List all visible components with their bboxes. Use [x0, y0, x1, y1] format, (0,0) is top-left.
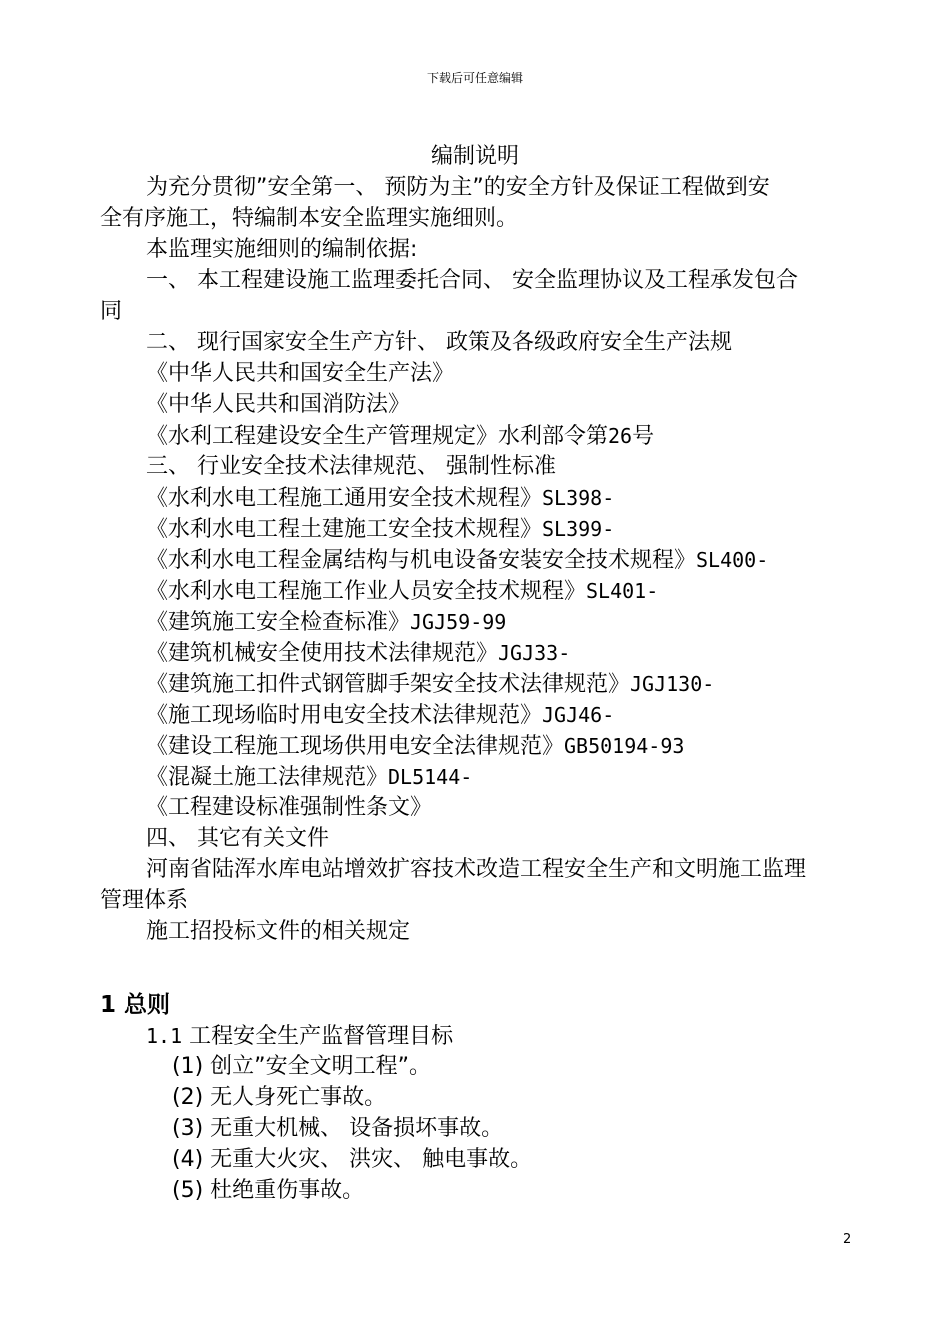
standard-code: JGJ130- — [630, 672, 715, 696]
goal-item — [172, 1114, 503, 1144]
standard-item: 《工程建设标准强制性条文》 — [146, 795, 433, 820]
standard-code: SL400- — [696, 548, 769, 572]
law-item: 《中华人民共和国安全生产法》 — [146, 361, 455, 386]
standard-code: DL5144- — [388, 765, 473, 789]
goal-item — [172, 1052, 431, 1082]
download-note: 下载后可任意编辑 — [426, 71, 523, 85]
page-number: 2 — [843, 1232, 852, 1247]
standard-name: 《建筑机械安全使用技术法律规范》 — [146, 641, 499, 666]
standard-name: 《施工现场临时用电安全技术法律规范》 — [146, 703, 543, 728]
law-item: 《中华人民共和国消防法》 — [146, 392, 411, 417]
basis-item-1-cont: 同 — [100, 299, 123, 324]
decree-number: 26 — [608, 424, 633, 448]
standard-item — [146, 762, 472, 793]
goal-number: (2) — [172, 1085, 204, 1110]
goal-item — [172, 1176, 364, 1206]
standard-code: SL401- — [586, 579, 659, 603]
standard-code: JGJ46- — [542, 703, 615, 727]
basis-item-4: 四、 其它有关文件 — [146, 826, 329, 851]
standard-code: SL399- — [542, 517, 615, 541]
doc-title: 编制说明 — [430, 144, 519, 169]
standard-item — [146, 669, 714, 700]
intro-line-1: 为充分贯彻”安全第一、 预防为主”的安全方针及保证工程做到安 — [146, 175, 770, 200]
law-item — [146, 421, 654, 452]
goal-item — [172, 1083, 386, 1113]
goal-number: (3) — [172, 1116, 204, 1141]
goal-number: (5) — [172, 1178, 204, 1203]
standard-item — [146, 638, 570, 669]
goal-number: (1) — [172, 1054, 204, 1079]
subsection-title: 工程安全生产监督管理目标 — [189, 1024, 454, 1049]
standard-name: 《水利水电工程施工通用安全技术规程》 — [146, 486, 543, 511]
standard-code: SL398- — [542, 486, 615, 510]
law-suffix: 号 — [632, 424, 655, 449]
standard-name: 《建筑施工扣件式钢管脚手架安全技术法律规范》 — [146, 672, 631, 697]
standard-item — [146, 545, 768, 576]
basis-item-3: 三、 行业安全技术法律规范、 强制性标准 — [146, 454, 556, 479]
standard-name: 《水利水电工程土建施工安全技术规程》 — [146, 517, 543, 542]
other-doc-1: 河南省陆浑水库电站增效扩容技术改造工程安全生产和文明施工监理 — [146, 857, 807, 882]
standard-name: 《水利水电工程金属结构与机电设备安装安全技术规程》 — [146, 548, 697, 573]
goal-text: 无重大火灾、 洪灾、 触电事故。 — [210, 1147, 533, 1172]
standard-item — [146, 607, 506, 638]
basis-heading: 本监理实施细则的编制依据: — [146, 237, 418, 262]
standard-code: JGJ59-99 — [410, 610, 507, 634]
standard-name: 《混凝土施工法律规范》 — [146, 765, 389, 790]
goal-text: 无重大机械、 设备损坏事故。 — [210, 1116, 504, 1141]
subsection-1-1 — [146, 1021, 453, 1052]
standard-item — [146, 514, 614, 545]
standard-name: 《建设工程施工现场供用电安全法律规范》 — [146, 734, 565, 759]
goal-item — [172, 1145, 532, 1175]
standard-item — [146, 576, 658, 607]
standard-code: JGJ33- — [498, 641, 571, 665]
other-doc-1-cont: 管理体系 — [100, 888, 189, 913]
basis-item-2: 二、 现行国家安全生产方针、 政策及各级政府安全生产法规 — [146, 330, 732, 355]
basis-item-1: 一、 本工程建设施工监理委托合同、 安全监理协议及工程承发包合 — [146, 268, 798, 293]
subsection-number: 1.1 — [146, 1024, 183, 1048]
standard-item — [146, 731, 684, 762]
section-1-title: 1 总则 — [100, 992, 171, 1018]
law-name: 《水利工程建设安全生产管理规定》水利部令第 — [146, 424, 609, 449]
goal-text: 创立”安全文明工程”。 — [210, 1054, 431, 1079]
goal-number: (4) — [172, 1147, 204, 1172]
standard-name: 《建筑施工安全检查标准》 — [146, 610, 411, 635]
goal-text: 杜绝重伤事故。 — [210, 1178, 365, 1203]
standard-name: 《水利水电工程施工作业人员安全技术规程》 — [146, 579, 587, 604]
other-doc-2: 施工招投标文件的相关规定 — [146, 919, 411, 944]
standard-item — [146, 483, 614, 514]
standard-item — [146, 700, 614, 731]
goal-text: 无人身死亡事故。 — [210, 1085, 387, 1110]
standard-code: GB50194-93 — [564, 734, 685, 758]
intro-line-2: 全有序施工，特编制本安全监理实施细则。 — [100, 206, 519, 231]
